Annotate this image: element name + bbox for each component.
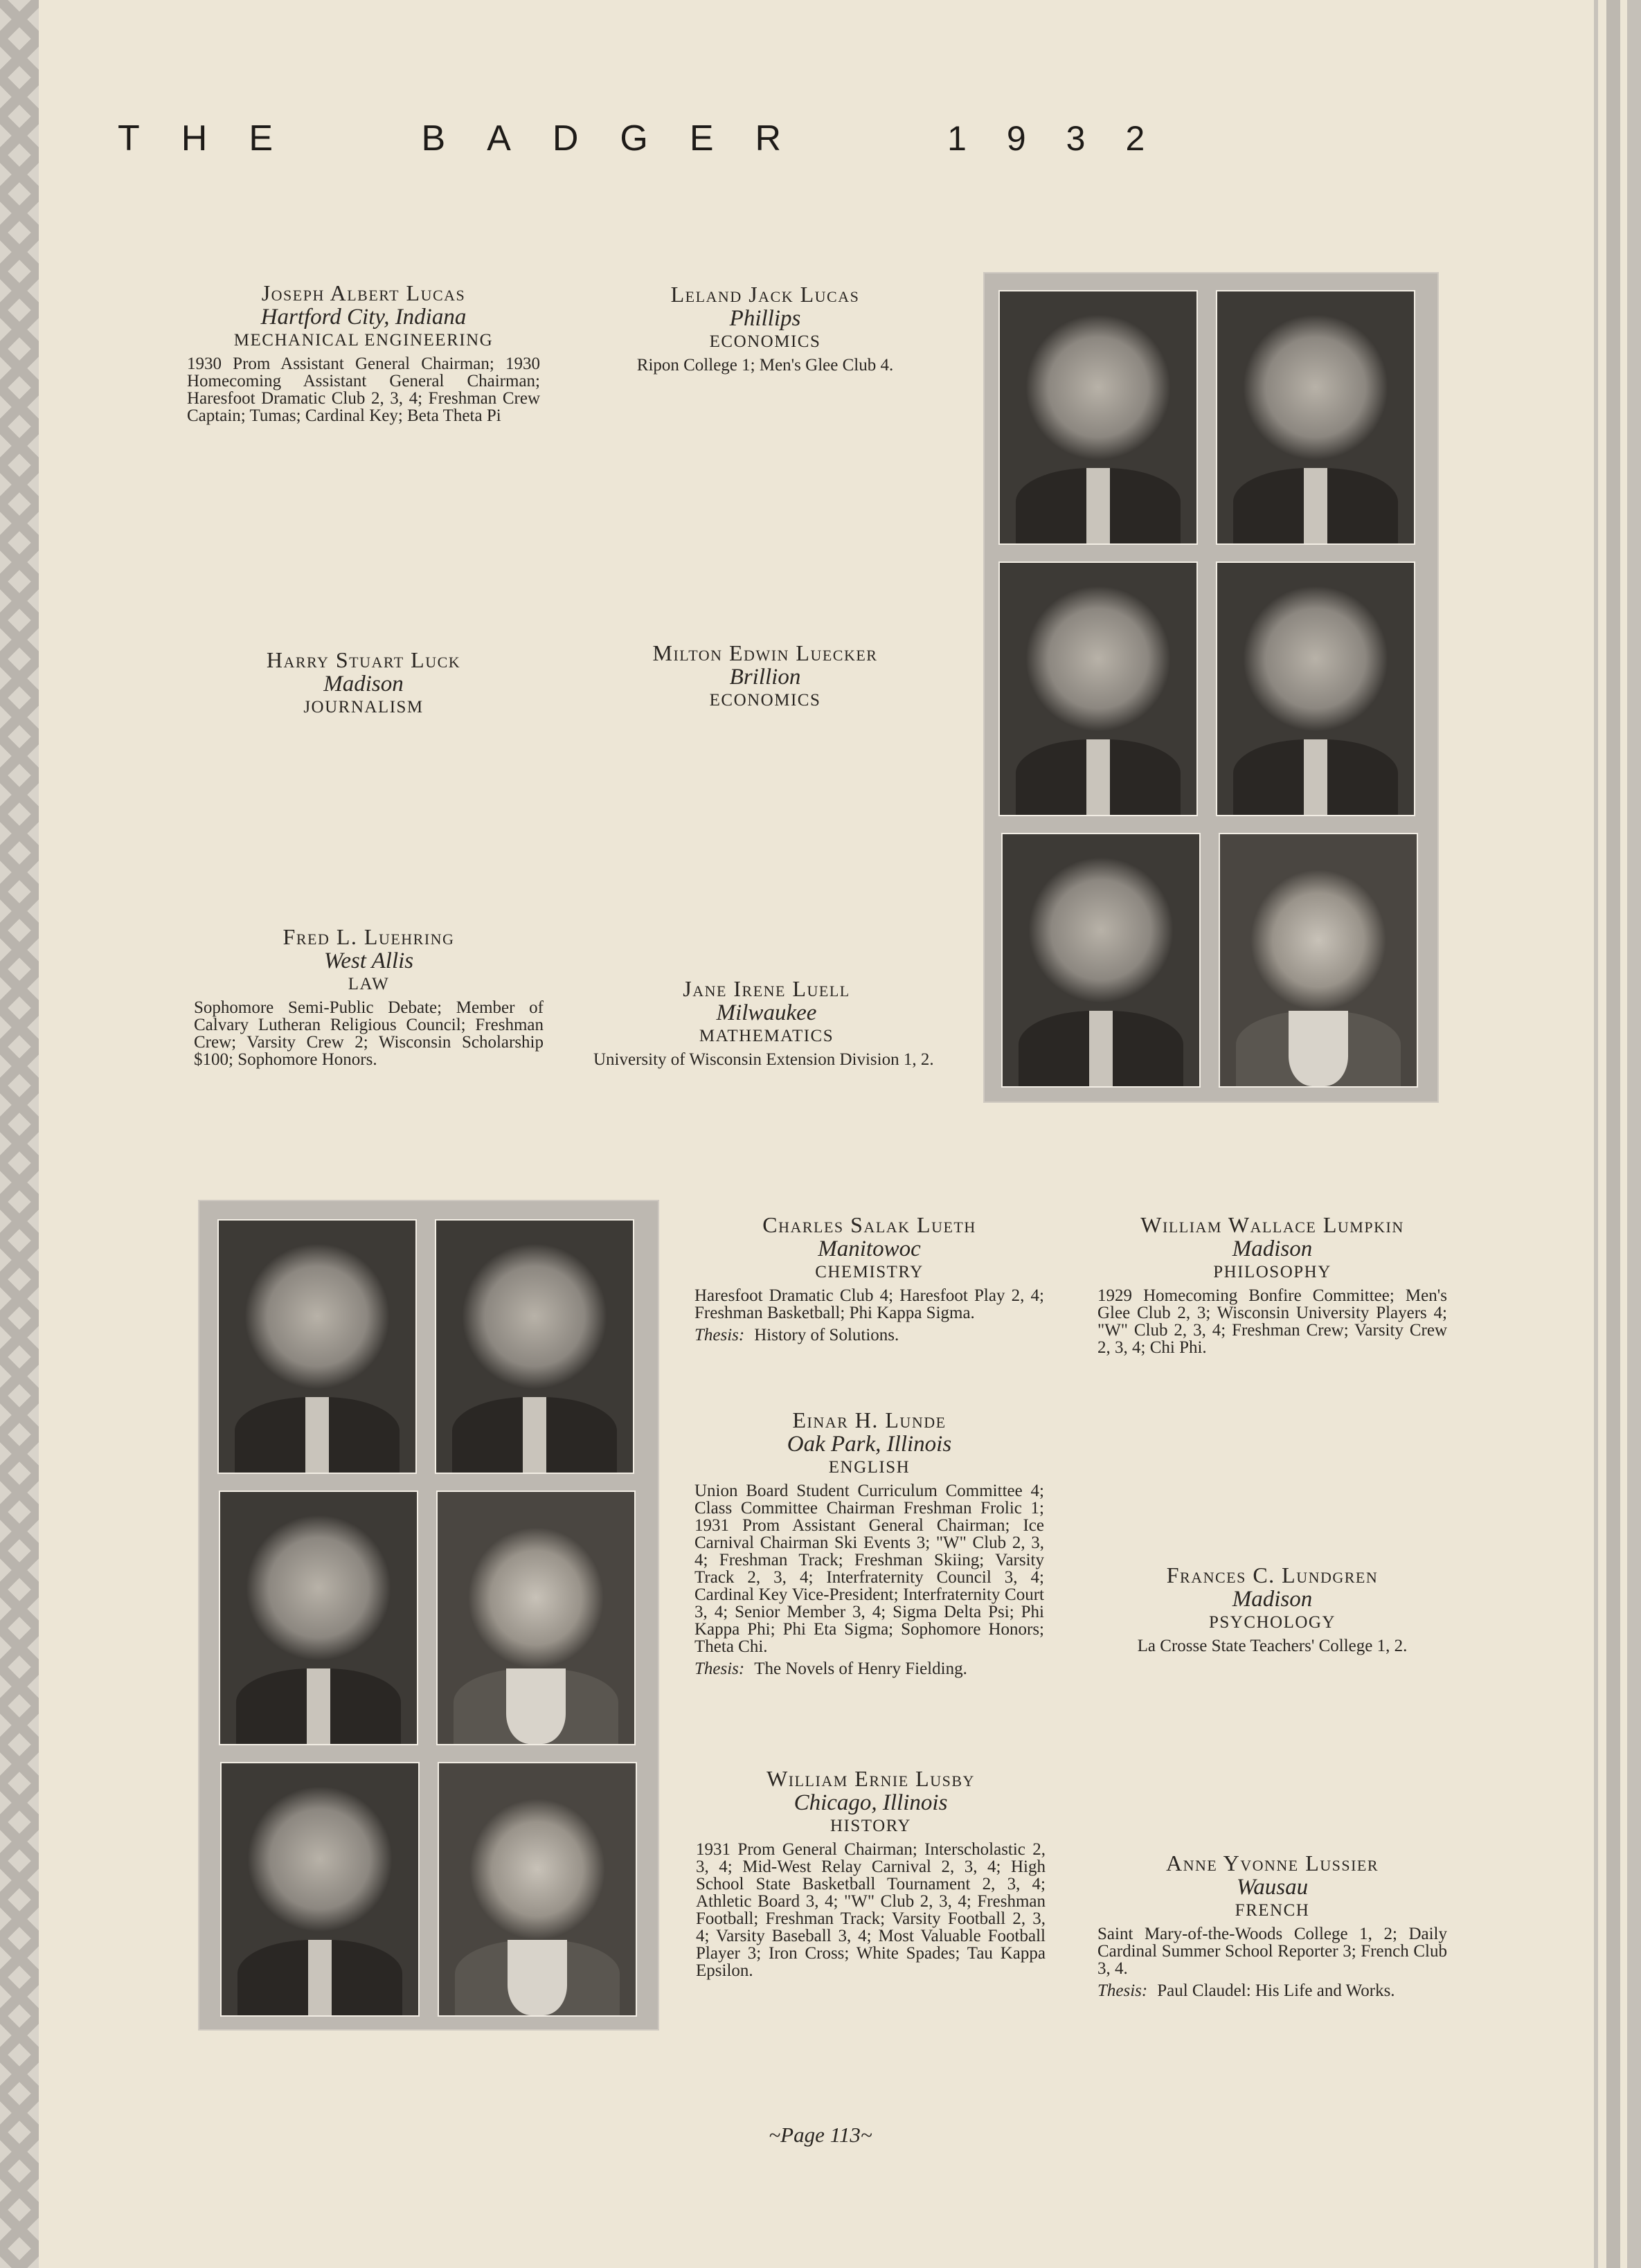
student-name: William Wallace Lumpkin (1140, 1212, 1404, 1237)
portrait-photo (1219, 833, 1418, 1088)
student-hometown: Phillips (729, 306, 801, 331)
portrait-photo (1001, 833, 1201, 1088)
entry-harry-luck (187, 647, 540, 719)
portrait-photo (436, 1491, 636, 1745)
yearbook-title: THE BADGER (118, 118, 823, 159)
thesis-title: History of Solutions. (754, 1326, 899, 1344)
left-decorative-border (0, 0, 39, 2268)
portrait-photo (438, 1762, 637, 2017)
student-name: Joseph Albert Lucas (261, 280, 466, 305)
student-activities: 1931 Prom General Chairman; Interscholastic 2, 3, 4; Mid-West Relay Carnival 2, 3, 4; High School State Basketball Tournament 2, 3, 4; Athletic Board 3, 4; "W" Club 2, 3, 4; Freshman Football; Freshman Track; Varsity Football 2, 3, 4; Varsity Baseball 3, 4; Most Valuable Football Player 3; Iron Cross; White Spades; Tau Kappa Epsilon. (696, 1840, 1046, 1980)
student-major: LAW (348, 975, 390, 993)
student-hometown: Madison (1232, 1236, 1313, 1261)
student-hometown: West Allis (323, 948, 414, 973)
student-name: Einar H. Lunde (792, 1407, 947, 1432)
student-thesis (694, 1326, 1044, 1345)
student-name: Jane Irene Luell (683, 976, 850, 1001)
student-hometown: Chicago, Illinois (793, 1790, 948, 1815)
thesis-title: Paul Claudel: His Life and Works. (1157, 1981, 1395, 2000)
thesis-label: Thesis: (694, 1659, 745, 1678)
student-major: CHEMISTRY (815, 1263, 924, 1281)
entry-william-lumpkin (1097, 1212, 1447, 1356)
student-hometown: Wausau (1236, 1875, 1309, 1900)
portrait-photo (219, 1491, 418, 1745)
student-activities: 1930 Prom Assistant General Chairman; 1930 Homecoming Assistant General Chairman; Haresfoot Dramatic Club 2, 3, 4; Freshman Crew Captain; Tumas; Cardinal Key; Beta Theta Pi (187, 354, 540, 425)
entry-einar-lunde (694, 1407, 1044, 1679)
student-activities: University of Wisconsin Extension Division 1, 2. (593, 1050, 934, 1069)
yearbook-year: 1932 (947, 119, 1185, 158)
thesis-label: Thesis: (694, 1326, 745, 1344)
portrait-photo (998, 561, 1198, 816)
student-hometown: Manitowoc (818, 1236, 921, 1261)
student-major: JOURNALISM (303, 698, 424, 717)
entry-frances-lundgren (1097, 1563, 1447, 1655)
student-thesis (694, 1659, 1044, 1679)
portrait-photo (1216, 290, 1415, 545)
entry-milton-luecker (589, 640, 942, 712)
student-major: ECONOMICS (709, 691, 821, 710)
portrait-photo (1216, 561, 1415, 816)
student-major: MATHEMATICS (699, 1027, 834, 1045)
student-activities: 1929 Homecoming Bonfire Committee; Men's Glee Club 2, 3; Wisconsin University Players 4; "W" Club 2, 3, 4; Freshman Crew; Varsity Crew 2, 3, 4; Chi Phi. (1097, 1286, 1447, 1357)
student-name: William Ernie Lusby (766, 1766, 975, 1791)
student-name: Fred L. Luehring (283, 924, 455, 949)
entry-leland-lucas (589, 282, 942, 374)
student-hometown: Oak Park, Illinois (787, 1432, 952, 1457)
student-thesis (1097, 1981, 1447, 2001)
page-header (118, 118, 1185, 159)
student-name: Charles Salak Lueth (762, 1212, 976, 1237)
student-major: FRENCH (1235, 1901, 1310, 1920)
photo-panel-bottom (198, 1200, 659, 2031)
entry-joseph-lucas (187, 280, 540, 424)
portrait-photo (217, 1219, 417, 1474)
student-major: HISTORY (830, 1817, 911, 1835)
student-name: Harry Stuart Luck (266, 647, 461, 672)
student-activities: La Crosse State Teachers' College 1, 2. (1137, 1637, 1408, 1655)
student-activities: Ripon College 1; Men's Glee Club 4. (636, 356, 894, 375)
student-activities: Sophomore Semi-Public Debate; Member of Calvary Lutheran Religious Council; Freshman Crew; Varsity Crew 2; Wisconsin Scholarship $100; Sophomore Honors. (194, 998, 544, 1069)
student-activities: Union Board Student Curriculum Committee 4; Class Committee Chairman Freshman Frolic 1; 1931 Prom Assistant General Chairman; Ice Carnival Chairman Ski Events 3; "W" Club 2, 3, 4; Freshman Track; Freshman Skiing; Varsity Track 2, 3, 4; Interfraternity Council 3, 4; Cardinal Key Vice-President; Interfraternity Court 3, 4; Senior Member 3, 4; Sigma Delta Psi; Phi Kappa Phi; Phi Eta Sigma; Sophomore Honors; Theta Chi. (694, 1482, 1044, 1656)
student-hometown: Brillion (729, 665, 801, 690)
student-major: ENGLISH (828, 1458, 911, 1477)
thesis-label: Thesis: (1097, 1981, 1148, 2000)
entry-charles-lueth (694, 1212, 1044, 1345)
entry-william-lusby (696, 1766, 1046, 1979)
entry-jane-luell (593, 976, 940, 1068)
student-major: PSYCHOLOGY (1208, 1613, 1336, 1632)
student-activities: Haresfoot Dramatic Club 4; Haresfoot Play 2, 4; Freshman Basketball; Phi Kappa Sigma. (694, 1286, 1044, 1322)
entry-anne-lussier (1097, 1851, 1447, 2001)
student-major: MECHANICAL ENGINEERING (233, 331, 494, 350)
portrait-photo (435, 1219, 634, 1474)
thesis-title: The Novels of Henry Fielding. (754, 1659, 967, 1678)
student-hometown: Madison (1232, 1587, 1313, 1612)
student-name: Anne Yvonne Lussier (1165, 1851, 1379, 1875)
student-name: Milton Edwin Luecker (652, 640, 878, 665)
student-hometown: Madison (323, 672, 404, 696)
portrait-photo (998, 290, 1198, 545)
entry-fred-luehring (194, 924, 544, 1068)
student-major: ECONOMICS (709, 332, 821, 351)
student-name: Frances C. Lundgren (1166, 1563, 1379, 1587)
photo-panel-top (983, 272, 1439, 1103)
portrait-photo (220, 1762, 420, 2017)
right-decorative-border (1586, 0, 1641, 2268)
student-activities: Saint Mary-of-the-Woods College 1, 2; Daily Cardinal Summer School Reporter 3; French Club 3, 4. (1097, 1925, 1447, 1978)
student-name: Leland Jack Lucas (670, 282, 860, 307)
student-hometown: Hartford City, Indiana (260, 305, 467, 330)
student-hometown: Milwaukee (716, 1000, 817, 1025)
student-major: PHILOSOPHY (1213, 1263, 1331, 1281)
page-number: ~Page 113~ (769, 2123, 872, 2147)
